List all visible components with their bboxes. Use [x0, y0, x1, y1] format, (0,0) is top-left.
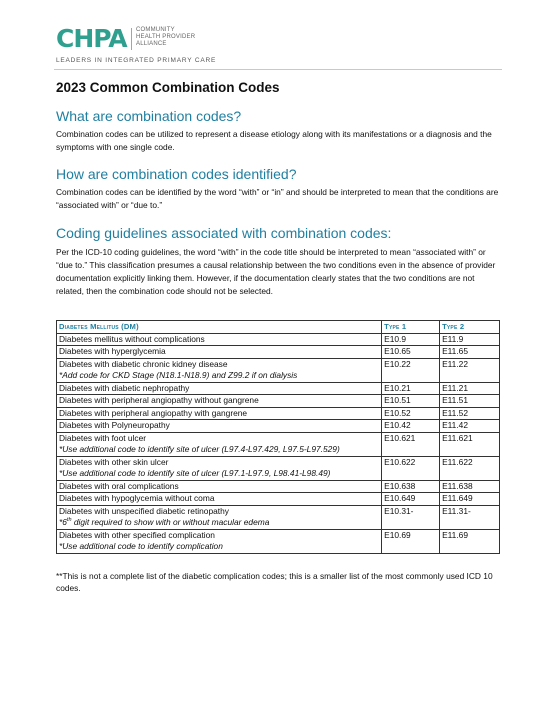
table-footnote: **This is not a complete list of the diabetic complication codes; this is a smaller list of the most commonly used ICD 10 codes. [56, 571, 493, 593]
type2-code: E11.52 [440, 407, 500, 420]
type1-code: E10.649 [382, 493, 440, 506]
section-text-guidelines: Per the ICD-10 coding guidelines, the word “with” in the code title should be interpreted to mean “associated with” or “due to.” This classification presumes a causal relationship between the two conditions even in the absence of provider documentation explicitly linking them. However, if the documentation clearly states that the two conditions are not related, then the combination code should not be selected. [56, 247, 496, 296]
section-text-how: Combination codes can be identified by the word “with” or “in” and should be interpreted to mean that the conditions are “associated with” or “due to.” [56, 187, 499, 210]
logo-word: ALLIANCE [136, 41, 167, 47]
type2-code: E11.69 [440, 529, 500, 553]
type1-code: E10.52 [382, 407, 440, 420]
condition-cell [57, 493, 382, 506]
note-prefix: *6 [59, 517, 67, 527]
condition-label: Diabetes with foot ulcer [59, 432, 147, 443]
type1-code: E10.21 [382, 382, 440, 395]
condition-cell [57, 432, 382, 456]
condition-note: *Use additional code to identify site of ulcer (L97.4-L97.429, L97.5-L97.529) [59, 444, 340, 454]
table-row [57, 432, 500, 456]
table-row [57, 358, 500, 382]
condition-note: *Use additional code to identify complication [59, 541, 223, 551]
table-row [57, 456, 500, 480]
condition-cell [57, 505, 382, 529]
logo-divider [131, 28, 132, 50]
type1-code: E10.638 [382, 480, 440, 493]
type2-code: E11.638 [440, 480, 500, 493]
table-row [57, 480, 500, 493]
condition-cell [57, 480, 382, 493]
logo-mark-text: CHPA [56, 24, 127, 53]
table-header-row [57, 321, 500, 334]
type1-code: E10.31- [382, 505, 440, 529]
table-row [57, 333, 500, 346]
table-row [57, 395, 500, 408]
logo-mark [56, 26, 127, 52]
note-body: digit required to show with or without macular edema [71, 517, 270, 527]
type1-code: E10.22 [382, 358, 440, 382]
column-header-type1: Type 1 [382, 321, 440, 334]
page-title: 2023 Common Combination Codes [56, 80, 280, 95]
condition-label: Diabetes with hyperglycemia [59, 346, 166, 356]
condition-cell [57, 407, 382, 420]
table-row [57, 420, 500, 433]
logo-tagline: LEADERS IN INTEGRATED PRIMARY CARE [56, 57, 217, 64]
type2-code: E11.21 [440, 382, 500, 395]
type2-code: E11.31- [440, 505, 500, 529]
type1-code: E10.69 [382, 529, 440, 553]
table-row [57, 346, 500, 359]
condition-label: Diabetes with oral complications [59, 480, 179, 491]
table-row [57, 505, 500, 529]
table-row [57, 493, 500, 506]
section-heading-how: How are combination codes identified? [56, 166, 297, 182]
type2-code: E11.42 [440, 420, 500, 433]
type1-code: E10.65 [382, 346, 440, 359]
condition-label: Diabetes with peripheral angiopathy without gangrene [59, 395, 259, 405]
combination-codes-table [56, 320, 500, 554]
section-text-what: Combination codes can be utilized to represent a disease etiology along with its manifestations or a diagnosis and the symptoms with one single code. [56, 129, 492, 152]
section-heading-what: What are combination codes? [56, 108, 242, 124]
type2-code: E11.9 [440, 333, 500, 346]
condition-label: Diabetes with Polyneuropathy [59, 420, 170, 430]
logo-words [136, 27, 195, 48]
condition-cell [57, 346, 382, 359]
type1-code: E10.622 [382, 456, 440, 480]
type2-code: E11.65 [440, 346, 500, 359]
header-divider [54, 69, 502, 70]
condition-cell [57, 333, 382, 346]
section-heading-guidelines: Coding guidelines associated with combination codes: [56, 225, 392, 241]
condition-cell [57, 529, 382, 553]
condition-label: Diabetes with peripheral angiopathy with gangrene [59, 407, 248, 418]
condition-cell [57, 395, 382, 408]
condition-label: Diabetes with hypoglycemia without coma [59, 493, 215, 503]
logo-word: HEALTH PROVIDER [136, 34, 196, 40]
condition-label: Diabetes with diabetic nephropathy [59, 382, 190, 393]
type1-code: E10.9 [382, 333, 440, 346]
condition-cell [57, 420, 382, 433]
table-row [57, 529, 500, 553]
condition-note: *Use additional code to identify site of ulcer (L97.1-L97.9, L98.41-L98.49) [59, 468, 331, 478]
type1-code: E10.621 [382, 432, 440, 456]
type2-code: E11.51 [440, 395, 500, 408]
condition-label: Diabetes with diabetic chronic kidney disease [59, 358, 228, 369]
condition-cell [57, 456, 382, 480]
table-row [57, 382, 500, 395]
condition-cell [57, 382, 382, 395]
type2-code: E11.621 [440, 432, 500, 456]
condition-note [59, 517, 379, 529]
chpa-logo [56, 26, 226, 68]
logo-word: COMMUNITY [136, 27, 175, 33]
condition-note: *Add code for CKD Stage (N18.1-N18.9) and Z99.2 if on dialysis [59, 370, 298, 380]
type1-code: E10.51 [382, 395, 440, 408]
condition-label: Diabetes mellitus without complications [59, 333, 205, 344]
condition-label: Diabetes with other skin ulcer [59, 456, 169, 467]
type2-code: E11.22 [440, 358, 500, 382]
column-header-condition: Diabetes Mellitus (DM) [57, 321, 382, 334]
table-row [57, 407, 500, 420]
column-header-type2: Type 2 [440, 321, 500, 334]
type1-code: E10.42 [382, 420, 440, 433]
type2-code: E11.622 [440, 456, 500, 480]
note-superscript: th [66, 517, 72, 524]
condition-label: Diabetes with other specified complication [59, 529, 215, 540]
type2-code: E11.649 [440, 493, 500, 506]
condition-cell [57, 358, 382, 382]
condition-label: Diabetes with unspecified diabetic retinopathy [59, 505, 229, 516]
